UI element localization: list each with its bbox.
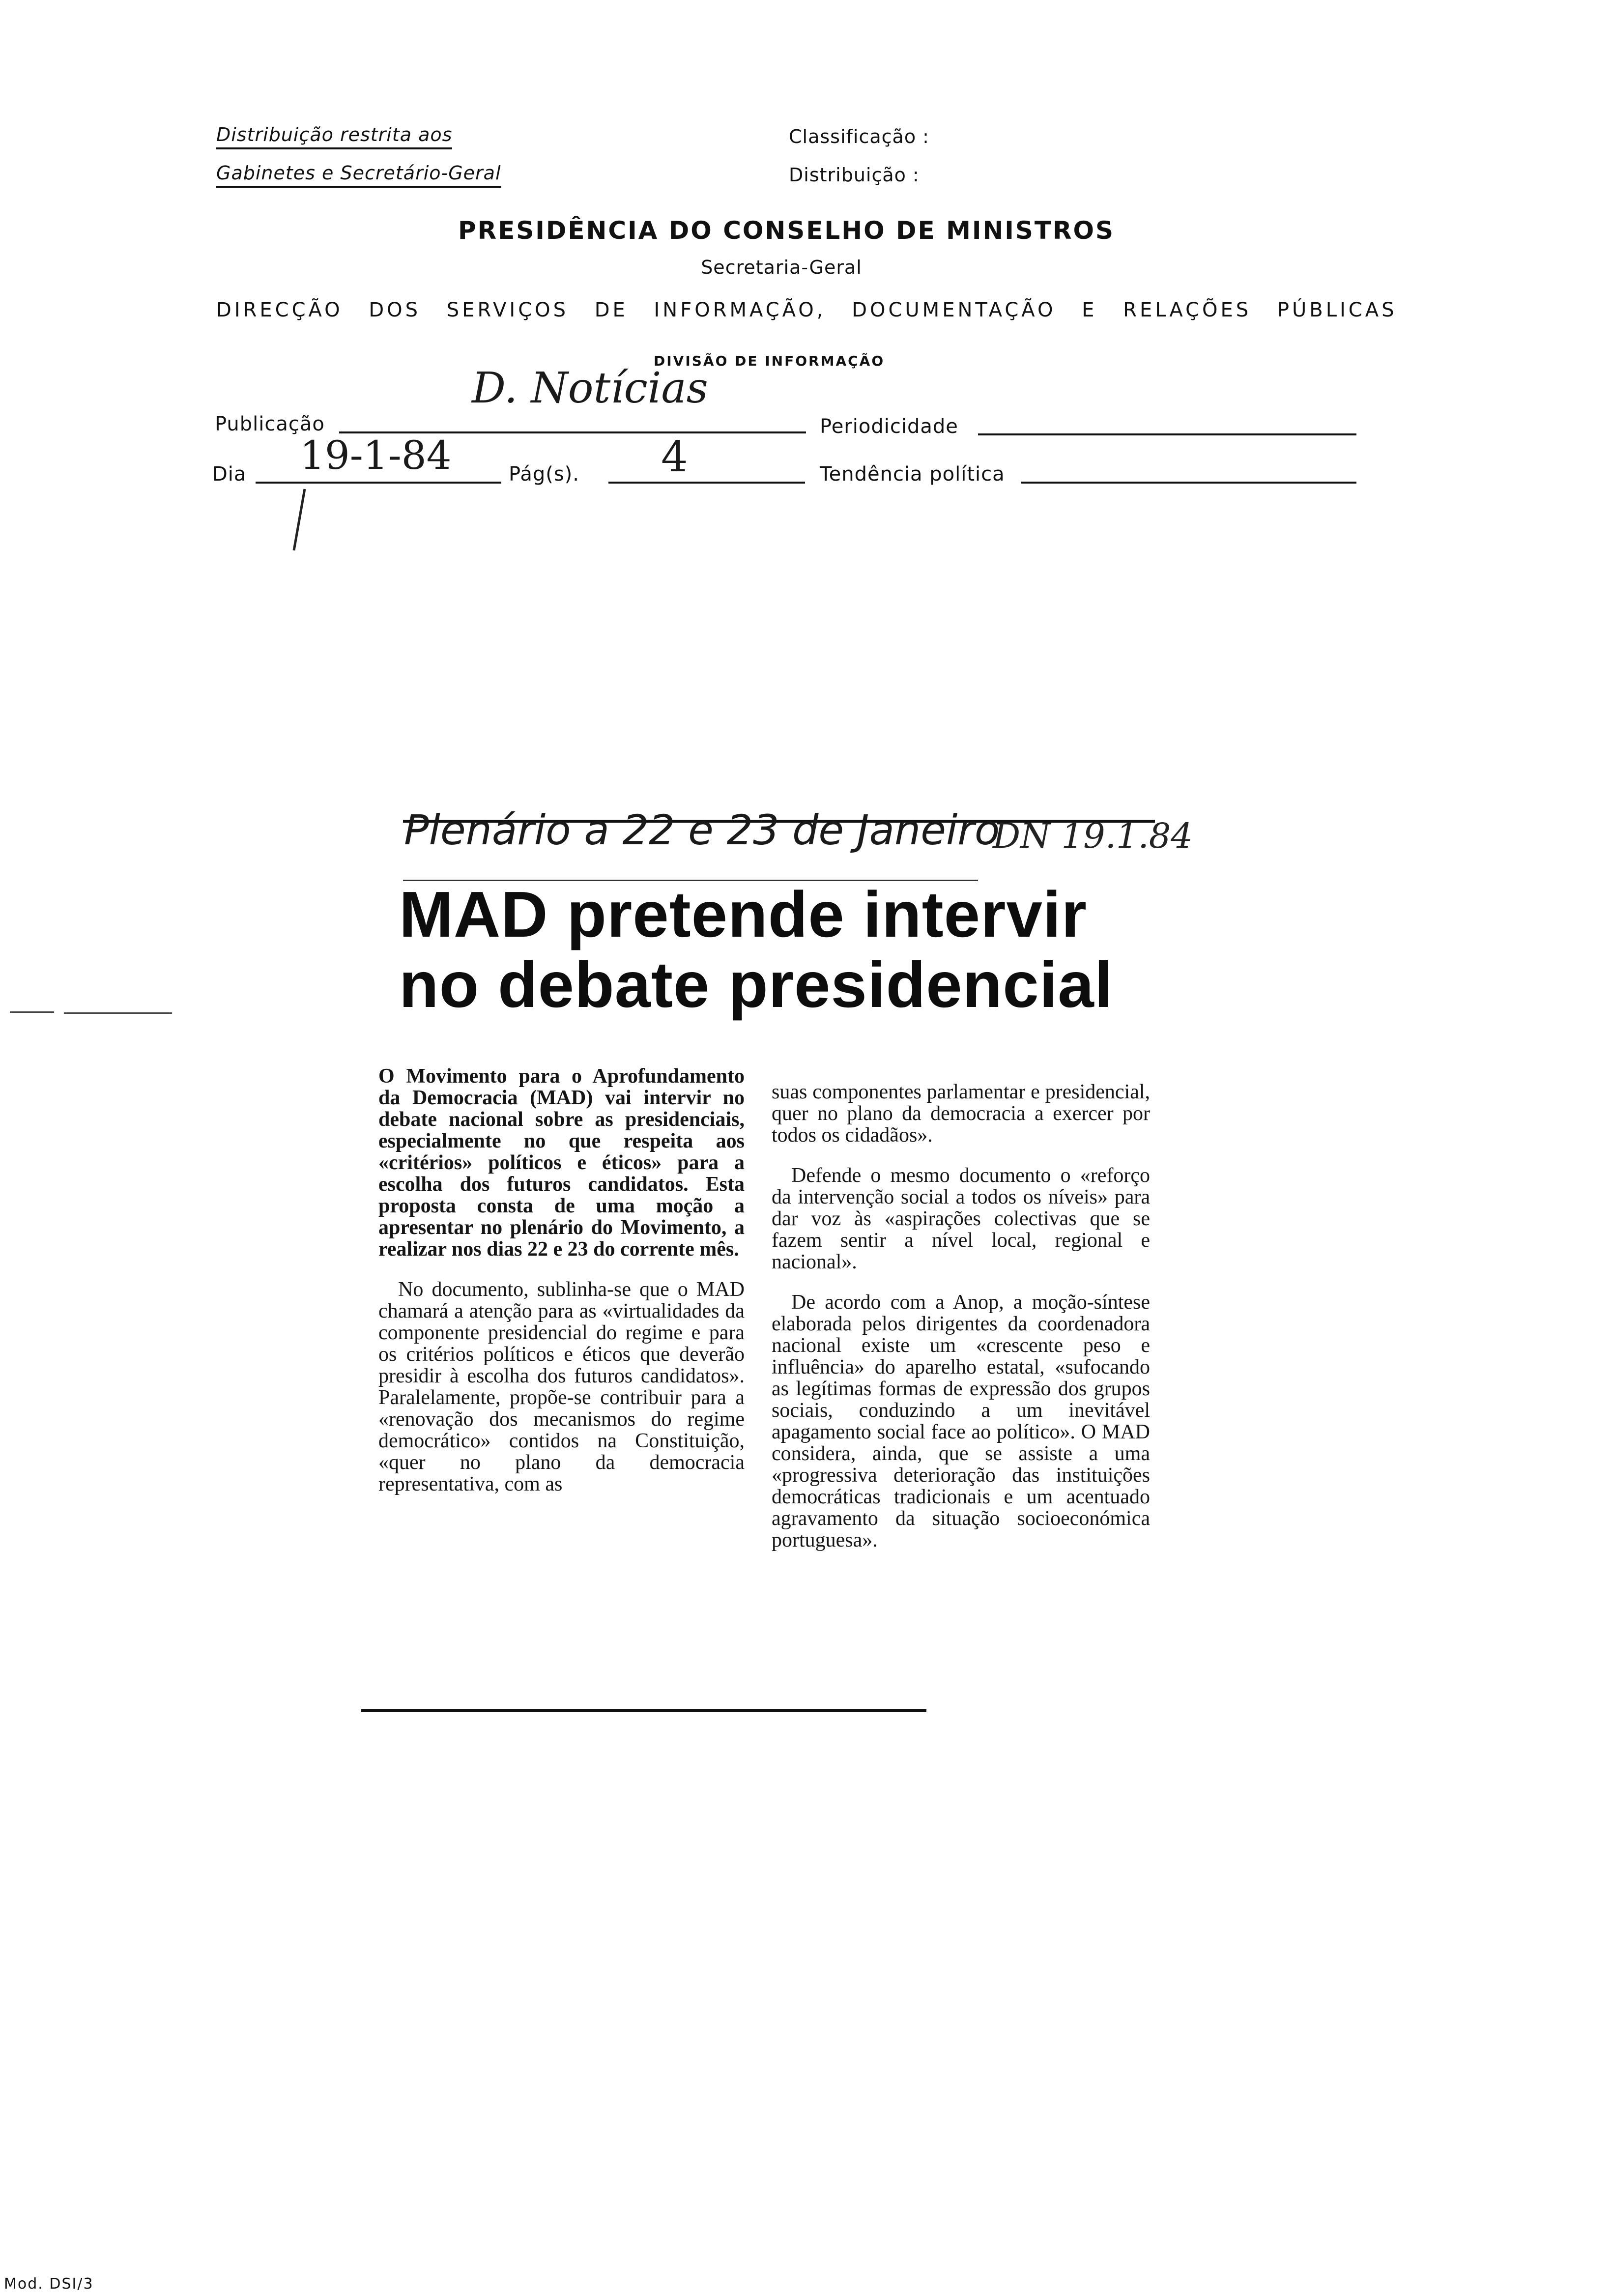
publicacao-label: Publicação [215, 413, 325, 435]
secretaria-geral: Secretaria-Geral [701, 257, 862, 278]
presidencia-title: PRESIDÊNCIA DO CONSELHO DE MINISTROS [458, 216, 1115, 245]
tendencia-label: Tendência política [820, 463, 1005, 486]
publicacao-handwritten: D. Notícias [472, 364, 708, 413]
headline-line1: MAD pretende intervir [399, 878, 1087, 950]
restricted-distribution-line1: Distribuição restrita aos [216, 124, 452, 149]
dia-label: Dia [212, 463, 247, 486]
article-paragraph-5: De acordo com a Anop, a moção-síntese elaborada pelos dirigentes da coordenadora nacional existe um «crescente peso e influência» do aparelho estatal, «sufocando as legítimas formas de expressão dos grupos sociais, conduzindo a um inevitável apagamento social face ao político». O MAD considera, ainda, que se assiste a uma «progressiva deterioração das instituições democráticas tradicionais e um acentuado agravamento da situação socioeconómica portuguesa». [772, 1291, 1150, 1551]
article-paragraph-4: Defende o mesmo documento o «reforço da intervenção social a todos os níveis» para dar voz às «aspirações colectivas que se fazem sentir a nível local, regional e nacional». [772, 1164, 1150, 1273]
article-column-2 [772, 1081, 1150, 1570]
scan-margin-mark-2 [64, 1012, 172, 1014]
article-paragraph-2: No documento, sublinha-se que o MAD chamará a atenção para as «virtualidades da componente presidencial do regime e para os critérios políticos e éticos que deverão presidir à escolha dos futuros candidatos». Paralelamente, propõe-se contribuir para a «renovação dos mecanismos do regime democrático» contidos na Constituição, «quer no plano da democracia representativa, com as [378, 1278, 745, 1495]
distribuicao-label: Distribuição : [789, 164, 920, 186]
divisao-informacao: DIVISÃO DE INFORMAÇÃO [654, 353, 885, 369]
pags-handwritten: 4 [661, 432, 688, 482]
direccao-servicos: DIRECÇÃO DOS SERVIÇOS DE INFORMAÇÃO, DOCUMENTAÇÃO E RELAÇÕES PÚBLICAS [216, 299, 1397, 321]
handwritten-note: DN 19.1.84 [993, 816, 1193, 856]
pags-line [608, 482, 805, 484]
article-kicker: Plenário a 22 e 23 de Janeiro [404, 806, 1000, 854]
dia-handwritten: 19-1-84 [300, 432, 452, 478]
article-lead-paragraph: O Movimento para o Aprofundamento da Democracia (MAD) vai intervir no debate nacional sobre as presidenciais, especialmente no que respeita aos «critérios» políticos e éticos» para a escolha dos futuros candidatos. Esta proposta consta de uma moção a apresentar no plenário do Movimento, a realizar nos dias 22 e 23 do corrente mês. [378, 1065, 745, 1261]
dia-line [256, 482, 501, 484]
article-column-1 [378, 1065, 745, 1514]
periodicidade-line [978, 433, 1356, 435]
periodicidade-label: Periodicidade [820, 415, 958, 438]
clipping-bottom-rule [361, 1709, 926, 1712]
scan-margin-mark [10, 1011, 54, 1013]
handwritten-stroke [285, 487, 315, 555]
article-paragraph-3: suas componentes parlamentar e presidencial, quer no plano da democracia a exercer por todos os cidadãos». [772, 1081, 1150, 1147]
tendencia-line [1021, 482, 1356, 484]
headline-line2: no debate presidencial [399, 948, 1113, 1021]
article-headline [399, 880, 1166, 1020]
form-code: Mod. DSI/3 [4, 2275, 94, 2293]
classificacao-label: Classificação : [789, 126, 929, 147]
pags-label: Pág(s). [509, 463, 579, 486]
restricted-distribution-line2: Gabinetes e Secretário-Geral [216, 162, 501, 188]
